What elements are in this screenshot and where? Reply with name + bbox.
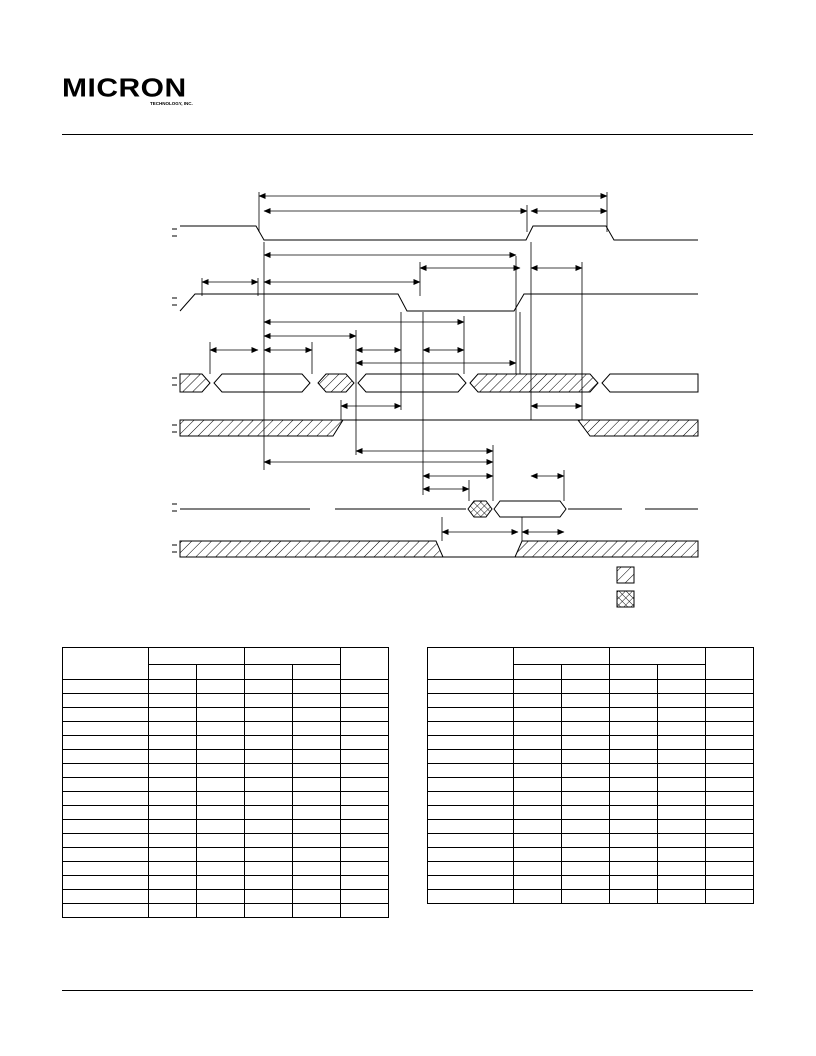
signal-1-waveform bbox=[172, 226, 698, 240]
legend-swatch-hatch bbox=[617, 567, 634, 583]
signal-3-bus bbox=[172, 374, 698, 392]
logo-subtext: TECHNOLOGY, INC. bbox=[150, 101, 193, 106]
timing-table-right bbox=[427, 647, 754, 904]
signal-4-waveform bbox=[172, 420, 698, 436]
logo-wordmark: MICRON bbox=[62, 74, 187, 103]
timing-parameter-arrows bbox=[202, 196, 607, 532]
signal-2-waveform bbox=[172, 294, 698, 311]
footer-rule bbox=[62, 990, 753, 991]
timing-table-left bbox=[62, 647, 389, 918]
signal-5-output bbox=[172, 501, 698, 517]
signal-6-waveform bbox=[172, 541, 698, 557]
legend-swatch-crosshatch bbox=[617, 591, 634, 607]
timing-reference-lines bbox=[202, 192, 607, 541]
